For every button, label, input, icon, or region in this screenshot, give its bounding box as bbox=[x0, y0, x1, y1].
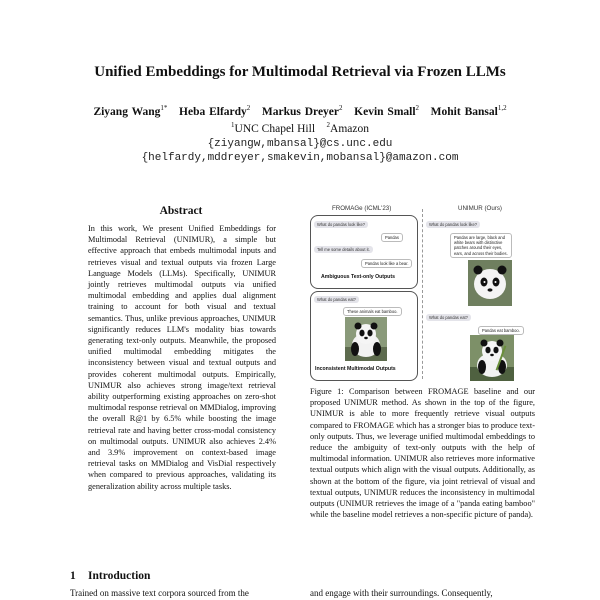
author-name: Mohit Bansal bbox=[430, 105, 498, 118]
email-line: {helfardy,mddreyer,smakevin,mobansal}@amazon.com bbox=[141, 152, 459, 164]
author-list bbox=[0, 104, 600, 118]
figure-divider bbox=[422, 209, 423, 379]
abstract-heading: Abstract bbox=[159, 205, 203, 217]
answer-line: Pandas are large, black and bbox=[454, 235, 505, 240]
answer-bubble: Pandas look like a bear. bbox=[361, 259, 412, 268]
author-mark: 1,2 bbox=[497, 104, 507, 112]
author-name: Ziyang Wang bbox=[93, 105, 161, 118]
panda-image bbox=[468, 260, 512, 306]
panel-title: Inconsistent Multimodal Outputs bbox=[315, 366, 396, 372]
ambiguous-outputs-panel bbox=[310, 215, 418, 289]
answer-line: white bears with distinctive bbox=[454, 240, 503, 246]
section-heading bbox=[70, 570, 150, 582]
question-bubble: What do pandas eat? bbox=[426, 314, 471, 321]
affiliation-mark: 2 bbox=[326, 121, 331, 129]
intro-first-line: Trained on massive text corpora sourced from the bbox=[70, 588, 249, 598]
author-name: Markus Dreyer bbox=[261, 105, 340, 118]
panel-title: Ambiguous Text-only Outputs bbox=[321, 274, 395, 280]
panda-eating-bamboo-image bbox=[470, 335, 514, 381]
question-bubble: Tell me some details about it. bbox=[314, 246, 373, 253]
affiliation-name: Amazon bbox=[330, 122, 369, 135]
answer-bubble: Pandas bbox=[381, 233, 403, 242]
panda-image bbox=[345, 317, 387, 361]
paper-title: Unified Embeddings for Multimodal Retrieval via Frozen LLMs bbox=[94, 64, 506, 80]
figure-1 bbox=[310, 205, 535, 383]
abstract-body: In this work, We present Unified Embeddings for Multimodal Retrieval (UNIMUR), a simple but effective approach that embeds multimodal inputs and retrieves visual and textual outputs via frozen Large Language Models (LLMs). Specifically, UNIMUR jointly retrieves multimodal outputs via unified multimodal embedding and applies dual alignment training to account for both visual and textual semantics. Thus, unlike previous approaches, UNIMUR significantly reduces LLM's modality bias towards generating text-only outputs. Meanwhile, the proposed unified multimodal embedding mitigates the inconsistency between visual and textual outputs and provides coherent multimodal outputs. Empirically, UNIMUR also achieves strong image/text retrieval ability outperforming existing approaches on zero-shot multimodal response retrieval on MMDialog, improving the overall R@1 by 6.5% while boosting the image retrieval rate and having better cross-modal consistency on multimodal outputs. UNIMUR also achieves 2.4% and 3.9% improvement on context-based image retrieval tasks on MMDialog and VisDial respectively when compared to previous approaches, validating its generalization ability across multiple tasks. bbox=[88, 224, 276, 491]
body-text-line: and engage with their surroundings. Consequently, bbox=[310, 588, 493, 598]
affiliations bbox=[0, 121, 600, 135]
author-mark: 1* bbox=[160, 104, 168, 112]
baseline-label: FROMAGe (ICML'23) bbox=[332, 205, 392, 212]
author-name: Kevin Small bbox=[354, 105, 416, 118]
author-mark: 2 bbox=[415, 104, 420, 112]
affiliation-name: UNC Chapel Hill bbox=[234, 122, 316, 135]
figure-caption: Figure 1: Comparison between FROMAGE baseline and our proposed UNIMUR method. As shown in the top of the figure, UNIMUR is able to more frequently retrieve visual outputs compared to FROMAGE which has a stronger bias to produce text-only outputs. Thus, we leverage unified multimodal embeddings to reduce the ambiguity of text-only outputs with the help of multimodal information. UNIMUR also retrieves more informative textual outputs which align with the visual outputs. Additionally, as shown at the bottom of the figure, via joint retrieval of visual and textual outputs, UNIMUR reduces the inconsistency in multimodal outputs (UNIMUR retrieves the image of a "panda eating bamboo" while the baseline model retrieves a non-specific picture of panda). bbox=[310, 387, 535, 520]
answer-bubble: Pandas eat bamboo. bbox=[478, 326, 524, 335]
question-bubble: What do pandas look like? bbox=[426, 221, 480, 228]
answer-line: ears, and across their bodies. bbox=[454, 250, 508, 256]
author-name: Heba Elfardy bbox=[179, 105, 247, 118]
section-title: Introduction bbox=[88, 570, 151, 582]
answer-line: patches around their eyes, bbox=[454, 245, 503, 251]
inconsistent-outputs-panel bbox=[310, 291, 418, 381]
question-bubble: What do pandas eat? bbox=[314, 296, 359, 303]
author-mark: 2 bbox=[339, 104, 343, 112]
answer-bubble: These animals eat bamboo. bbox=[343, 307, 402, 316]
affiliation-mark: 1 bbox=[231, 121, 235, 129]
method-label: UNIMUR (Ours) bbox=[458, 205, 502, 212]
answer-bubble bbox=[450, 233, 512, 258]
email-line: {ziyangw,mbansal}@cs.unc.edu bbox=[207, 138, 393, 150]
section-number: 1 bbox=[70, 570, 76, 582]
author-mark: 2 bbox=[246, 104, 251, 112]
question-bubble: What do pandas look like? bbox=[314, 221, 368, 228]
